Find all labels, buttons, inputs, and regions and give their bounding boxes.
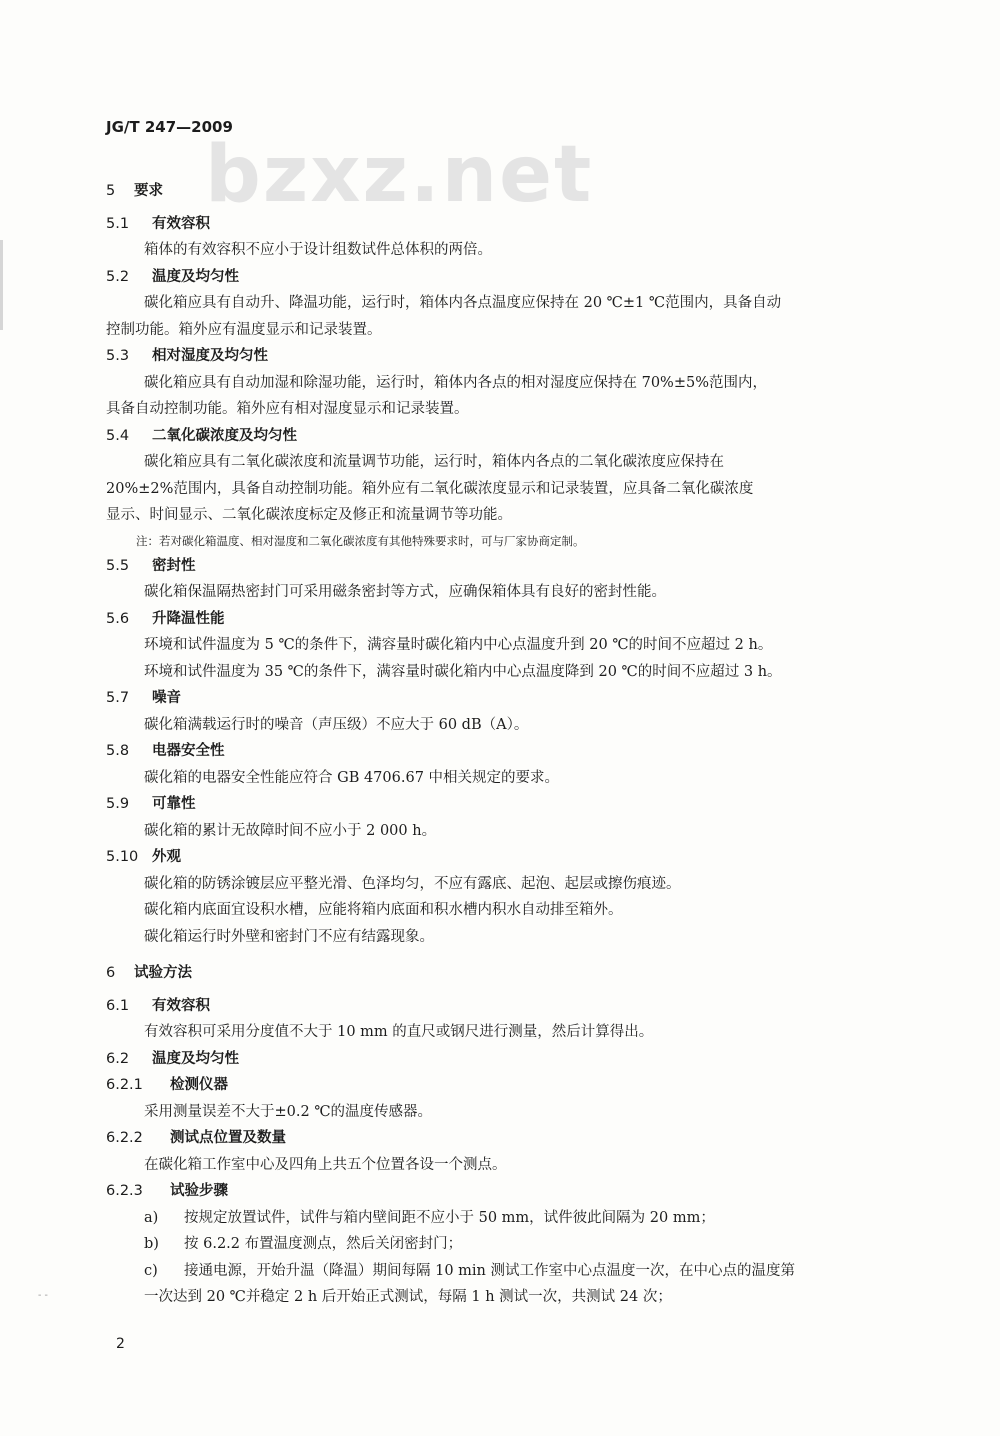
standard-code: JG/T 247—2009 xyxy=(106,118,233,136)
paragraph-continuation: 显示、时间显示、二氧化碳浓度标定及修正和流量调节等功能。 xyxy=(106,507,512,523)
clause-heading xyxy=(106,211,906,238)
clause-title: 有效容积 xyxy=(152,996,210,1014)
clause-heading xyxy=(106,791,906,818)
paragraph: 碳化箱的电器安全性能应符合 GB 4706.67 中相关规定的要求。 xyxy=(144,769,560,786)
paragraph: 碳化箱内底面宜设积水槽，应能将箱内底面和积水槽内积水自动排至箱外。 xyxy=(144,902,623,918)
clause-heading xyxy=(106,685,906,712)
clause-heading xyxy=(106,343,906,370)
clause-title: 外观 xyxy=(152,848,181,865)
paragraph: 碳化箱应具有二氧化碳浓度和流量调节功能，运行时，箱体内各点的二氧化碳浓度应保持在 xyxy=(144,454,724,470)
clause-number: 6.2.3 xyxy=(106,1183,143,1199)
paragraph: 环境和试件温度为 5 ℃的条件下，满容量时碳化箱内中心点温度升到 20 ℃的时间不应超过 2 h。 xyxy=(144,637,773,653)
scan-edge-mark xyxy=(0,240,3,330)
clause-title: 测试点位置及数量 xyxy=(170,1129,286,1146)
paragraph: 在碳化箱工作室中心及四角上共五个位置各设一个测点。 xyxy=(144,1156,507,1173)
paragraph-continuation: 控制功能。箱外应有温度显示和记录装置。 xyxy=(106,321,382,338)
list-item-text: 按 6.2.2 布置温度测点，然后关闭密封门； xyxy=(184,1236,463,1252)
page-number: 2 xyxy=(116,1336,125,1352)
list-item-text: 按规定放置试件，试件与箱内壁间距不应小于 50 mm，试件彼此间隔为 20 mm； xyxy=(184,1209,715,1226)
clause-heading xyxy=(106,606,906,633)
list-item xyxy=(106,1258,906,1285)
paragraph: 碳化箱的累计无故障时间不应小于 2 000 h。 xyxy=(144,822,437,839)
paragraph: 碳化箱保温隔热密封门可采用磁条密封等方式，应确保箱体具有良好的密封性能。 xyxy=(144,584,666,600)
section-heading xyxy=(106,960,906,987)
subclause-heading xyxy=(106,1178,906,1205)
subclause-heading xyxy=(106,1125,906,1152)
clause-title: 二氧化碳浓度及均匀性 xyxy=(152,426,297,444)
paragraph: 碳化箱应具有自动加湿和除湿功能，运行时，箱体内各点的相对湿度应保持在 70%±5%范围内， xyxy=(144,374,767,391)
clause-number: 5.3 xyxy=(106,348,130,364)
paragraph: 环境和试件温度为 35 ℃的条件下，满容量时碳化箱内中心点温度降到 20 ℃的时间不应超过 3 h。 xyxy=(144,663,782,680)
paragraph: 碳化箱运行时外壁和密封门不应有结露现象。 xyxy=(144,928,434,945)
clause-number: 5.2 xyxy=(106,268,130,285)
list-item-label: a) xyxy=(144,1209,159,1226)
clause-number: 6.1 xyxy=(106,997,130,1014)
paragraph: 碳化箱满载运行时的噪音（声压级）不应大于 60 dB（A）。 xyxy=(144,716,529,733)
clause-title: 试验步骤 xyxy=(170,1182,228,1199)
clause-title: 相对湿度及均匀性 xyxy=(152,347,268,364)
clause-heading xyxy=(106,993,906,1020)
clause-heading xyxy=(106,1046,906,1073)
watermark: bzxz.net xyxy=(205,130,594,220)
clause-heading xyxy=(106,423,906,450)
list-item-continuation: 一次达到 20 ℃并稳定 2 h 后开始正式测试，每隔 1 h 测试一次，共测试 24 次； xyxy=(144,1289,672,1305)
list-item-text: 接通电源，开始升温（降温）期间每隔 10 min 测试工作室中心点温度一次，在中心点的温度第 xyxy=(184,1262,796,1279)
note: 注：若对碳化箱温度、相对湿度和二氧化碳浓度有其他特殊要求时，可与厂家协商定制。 xyxy=(136,533,585,548)
list-item-label: b) xyxy=(144,1236,159,1252)
clause-number: 5.8 xyxy=(106,743,130,759)
clause-number: 5.4 xyxy=(106,427,130,444)
clause-title: 密封性 xyxy=(152,556,196,574)
section-number: 6 xyxy=(106,965,116,981)
clause-number: 6.2.2 xyxy=(106,1130,143,1146)
scan-dash-mark: - - xyxy=(38,1290,48,1301)
paragraph: 有效容积可采用分度值不大于 10 mm 的直尺或钢尺进行测量，然后计算得出。 xyxy=(144,1024,654,1040)
subclause-heading xyxy=(106,1072,906,1099)
list-item xyxy=(106,1205,906,1232)
section-title: 试验方法 xyxy=(134,964,192,981)
paragraph-continuation: 具备自动控制功能。箱外应有相对湿度显示和记录装置。 xyxy=(106,401,469,417)
clause-title: 有效容积 xyxy=(152,214,210,232)
clause-number: 5.7 xyxy=(106,690,130,706)
clause-title: 升降温性能 xyxy=(152,609,225,627)
clause-heading xyxy=(106,264,906,291)
clause-number: 6.2.1 xyxy=(106,1077,143,1093)
paragraph: 采用测量误差不大于±0.2 ℃的温度传感器。 xyxy=(144,1103,433,1120)
clause-number: 6.2 xyxy=(106,1050,130,1067)
list-item-label: c) xyxy=(144,1262,158,1279)
paragraph: 碳化箱应具有自动升、降温功能，运行时，箱体内各点温度应保持在 20 ℃±1 ℃范围内，具备自动 xyxy=(144,295,782,311)
clause-number: 5.1 xyxy=(106,215,130,232)
clause-title: 温度及均匀性 xyxy=(152,1049,239,1067)
clause-title: 温度及均匀性 xyxy=(152,267,239,285)
clause-number: 5.10 xyxy=(106,849,139,865)
section-title: 要求 xyxy=(134,182,163,199)
paragraph: 碳化箱的防锈涂镀层应平整光滑、色泽均匀，不应有露底、起泡、起层或擦伤痕迹。 xyxy=(144,875,681,892)
section-heading xyxy=(106,178,906,205)
clause-heading xyxy=(106,844,906,871)
list-item xyxy=(106,1231,906,1258)
clause-number: 5.5 xyxy=(106,557,130,574)
clause-title: 检测仪器 xyxy=(170,1076,228,1093)
paragraph: 箱体的有效容积不应小于设计组数试件总体积的两倍。 xyxy=(144,242,492,258)
clause-heading xyxy=(106,553,906,580)
clause-title: 电器安全性 xyxy=(152,742,225,759)
clause-number: 5.6 xyxy=(106,610,130,627)
clause-title: 噪音 xyxy=(152,689,181,706)
paragraph-continuation: 20%±2%范围内，具备自动控制功能。箱外应有二氧化碳浓度显示和记录装置，应具备二氧化碳浓度 xyxy=(106,480,754,497)
section-number: 5 xyxy=(106,183,116,199)
clause-number: 5.9 xyxy=(106,796,130,812)
clause-title: 可靠性 xyxy=(152,795,196,812)
document-body xyxy=(106,178,906,1311)
clause-heading xyxy=(106,738,906,765)
